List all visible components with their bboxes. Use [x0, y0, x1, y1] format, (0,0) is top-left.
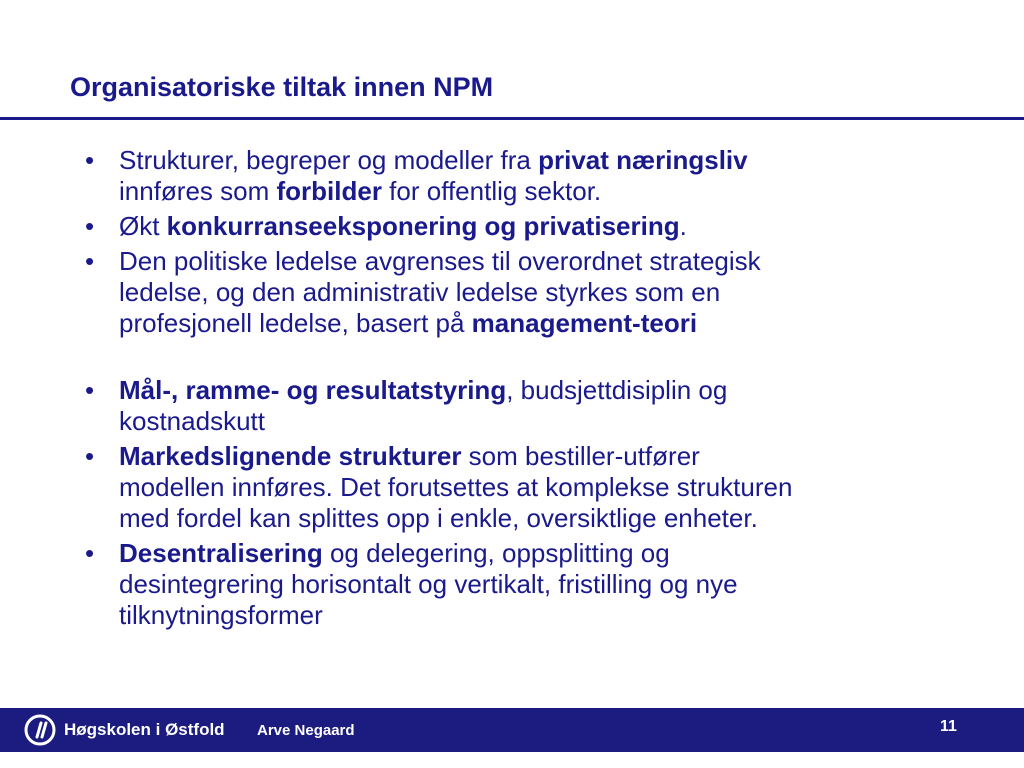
- bullet-line: [119, 277, 1024, 308]
- text-run: og delegering, oppsplitting og: [322, 538, 670, 568]
- bullet-dot: •: [85, 211, 95, 241]
- title-divider: [0, 117, 1024, 120]
- bullet-item: [0, 246, 1024, 339]
- bullet-item: [0, 441, 1024, 534]
- bullet-line: [119, 406, 1024, 437]
- text-run: Økt: [119, 211, 167, 241]
- bullet-line: [119, 176, 1024, 207]
- bold-run: privat næringsliv: [538, 145, 748, 175]
- bullet-line: [119, 538, 1024, 569]
- bullet-line: [119, 211, 1024, 242]
- bold-run: Mål-, ramme- og resultatstyring: [119, 375, 507, 405]
- bullet-line: [119, 600, 1024, 631]
- author-name: Arve Negaard: [257, 722, 355, 739]
- text-run: for offentlig sektor.: [381, 176, 602, 206]
- text-run: modellen innføres. Det forutsettes at komplekse strukturen: [119, 472, 793, 502]
- institution-name: Høgskolen i Østfold: [64, 720, 225, 739]
- bullet-line: [119, 441, 1024, 472]
- bullet-item: [0, 145, 1024, 207]
- bold-run: konkurranseeksponering og privatisering: [166, 211, 680, 241]
- hiof-logo-icon: [24, 714, 56, 746]
- bullet-dot: •: [85, 441, 95, 471]
- bold-run: forbilder: [276, 176, 382, 206]
- slide-title: Organisatoriske tiltak innen NPM: [70, 72, 494, 102]
- bold-run: Markedslignende strukturer: [119, 441, 462, 471]
- text-run: tilknytningsformer: [119, 600, 323, 630]
- bullet-line: [119, 472, 1024, 503]
- bullet-line: [119, 246, 1024, 277]
- bold-run: management-teori: [471, 308, 698, 338]
- bullet-dot: •: [85, 375, 95, 405]
- bullet-dot: •: [85, 246, 95, 276]
- text-run: som bestiller-utfører: [461, 441, 700, 471]
- bold-run: Desentralisering: [119, 538, 323, 568]
- text-run: Den politiske ledelse avgrenses til overordnet strategisk: [119, 246, 761, 276]
- text-run: kostnadskutt: [119, 406, 265, 436]
- text-run: ledelse, og den administrativ ledelse styrkes som en: [119, 277, 721, 307]
- bullet-line: [119, 145, 1024, 176]
- bullet-item: [0, 375, 1024, 437]
- bullet-dot: •: [85, 145, 95, 175]
- text-run: , budsjettdisiplin og: [506, 375, 728, 405]
- text-run: profesjonell ledelse, basert på: [119, 308, 472, 338]
- bullet-line: [119, 503, 1024, 534]
- text-run: innføres som: [119, 176, 277, 206]
- bullet-dot: •: [85, 538, 95, 568]
- text-run: desintegrering horisontalt og vertikalt, fristilling og nye: [119, 569, 738, 599]
- bullet-line: [119, 308, 1024, 339]
- text-run: Strukturer, begreper og modeller fra: [119, 145, 539, 175]
- bullet-line: [119, 569, 1024, 600]
- text-run: .: [679, 211, 687, 241]
- bullet-item: [0, 211, 1024, 242]
- bullet-line: [119, 375, 1024, 406]
- bullet-list: [0, 145, 1024, 631]
- bullet-item: [0, 538, 1024, 631]
- text-run: med fordel kan splittes opp i enkle, oversiktlige enheter.: [119, 503, 758, 533]
- page-number: 11: [940, 718, 957, 735]
